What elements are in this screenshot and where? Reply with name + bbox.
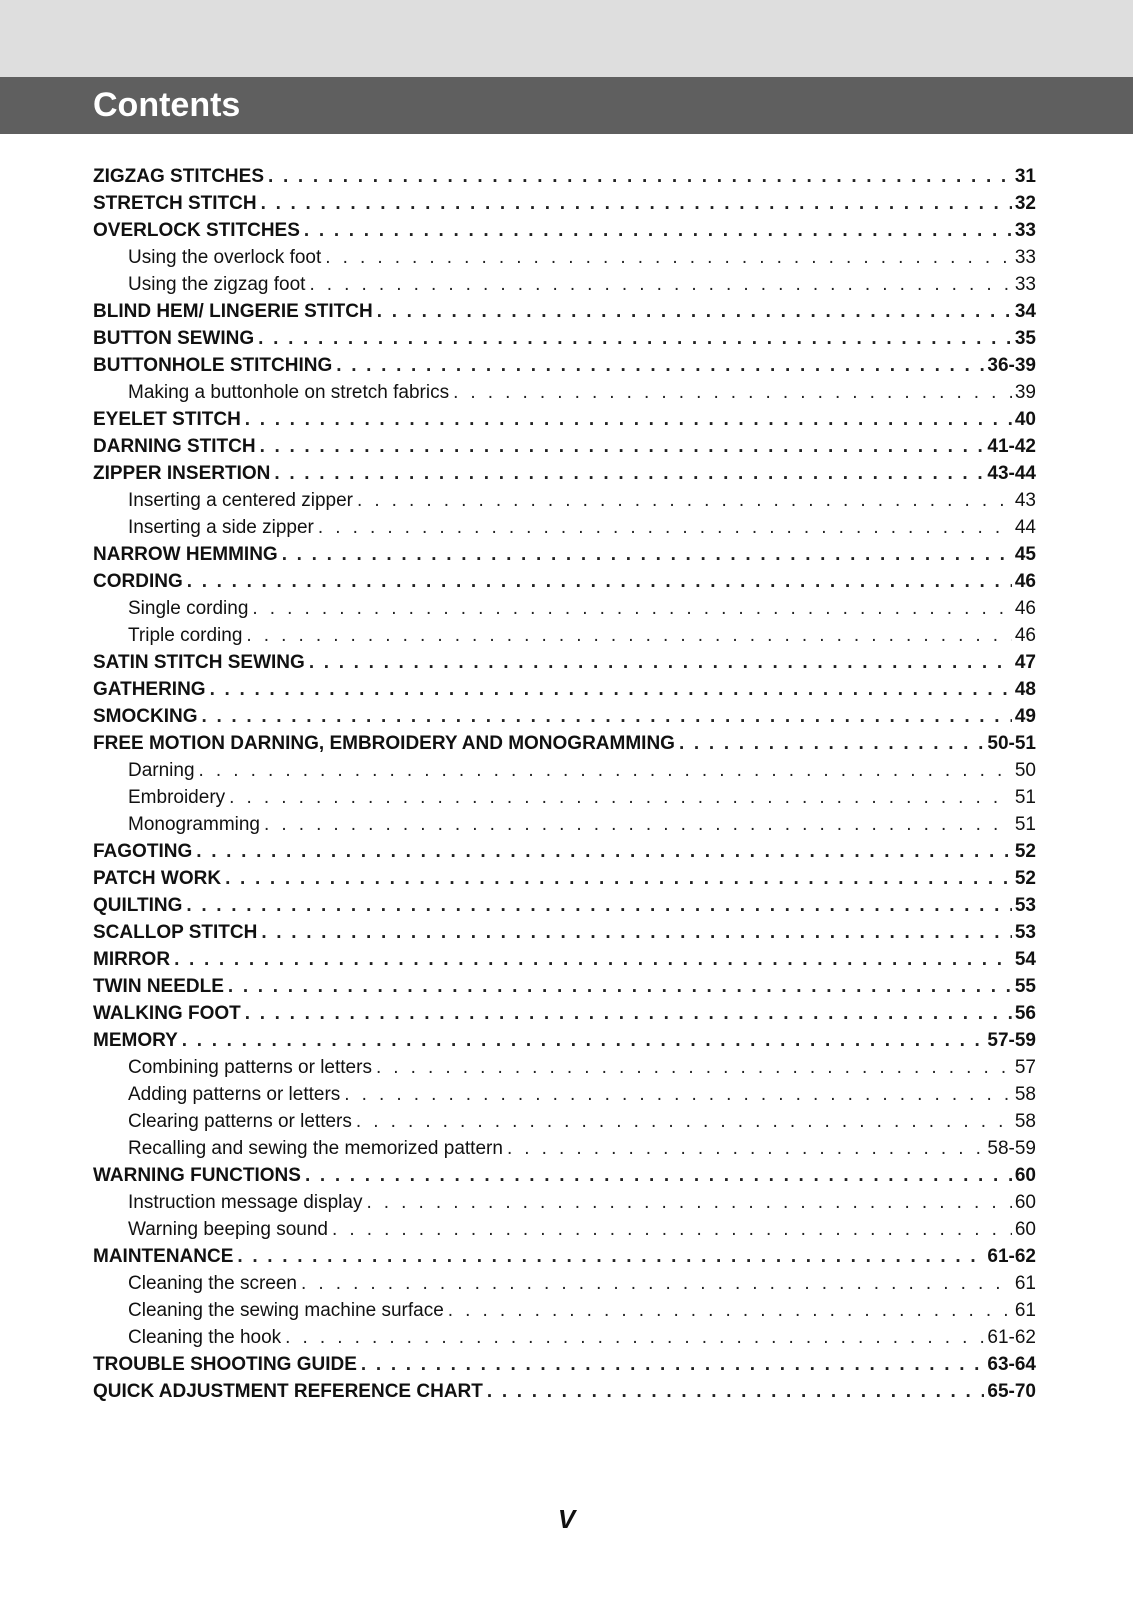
top-band (0, 0, 1133, 77)
toc-entry-title: MIRROR (93, 949, 171, 970)
toc-entry-page: 60 (1014, 1219, 1036, 1240)
toc-subentry (93, 811, 1036, 838)
toc-entry-title: BUTTONHOLE STITCHING (93, 355, 333, 376)
toc-entry-title: TWIN NEEDLE (93, 976, 224, 997)
toc-entry (93, 946, 1036, 973)
title-bar (0, 77, 1133, 134)
toc-subentry (93, 1135, 1036, 1162)
toc-entry (93, 1351, 1036, 1378)
toc-entry-title: ZIGZAG STITCHES (93, 166, 264, 187)
dot-leader (285, 1324, 984, 1351)
toc-entry-page: 33 (1014, 274, 1036, 295)
toc-entry-title: Combining patterns or letters (128, 1057, 372, 1078)
dot-leader (186, 892, 1012, 919)
toc-entry (93, 1000, 1036, 1027)
toc-subentry (93, 784, 1036, 811)
dot-leader (377, 298, 1012, 325)
dot-leader (376, 1054, 1012, 1081)
dot-leader (332, 1216, 1012, 1243)
dot-leader (229, 784, 1012, 811)
toc-entry-title: TROUBLE SHOOTING GUIDE (93, 1354, 357, 1375)
toc-entry (93, 973, 1036, 1000)
toc-entry-title: CORDING (93, 571, 183, 592)
toc-subentry (93, 379, 1036, 406)
dot-leader (344, 1081, 1012, 1108)
toc-entry-title: Warning beeping sound (128, 1219, 328, 1240)
toc-entry-title: Darning (128, 760, 195, 781)
toc-entry (93, 730, 1036, 757)
dot-leader (237, 1243, 984, 1270)
toc-entry-page: 46 (1014, 598, 1036, 619)
dot-leader (228, 973, 1012, 1000)
toc-entry-title: Embroidery (128, 787, 226, 808)
toc-entry (93, 1243, 1036, 1270)
toc-entry-page: 61 (1014, 1273, 1036, 1294)
toc-entry (93, 1027, 1036, 1054)
dot-leader (325, 244, 1012, 271)
toc-entry-page: 61-62 (987, 1246, 1036, 1267)
toc-entry-title: Single cording (128, 598, 249, 619)
toc-entry-title: SATIN STITCH SEWING (93, 652, 305, 673)
toc-subentry (93, 1081, 1036, 1108)
toc-entry (93, 298, 1036, 325)
toc-subentry (93, 1108, 1036, 1135)
dot-leader (225, 865, 1012, 892)
toc-entry-title: WARNING FUNCTIONS (93, 1165, 301, 1186)
dot-leader (448, 1297, 1012, 1324)
toc-entry-page: 57-59 (987, 1030, 1036, 1051)
dot-leader (336, 352, 984, 379)
toc-entry-page: 53 (1014, 922, 1036, 943)
toc-entry-title: Adding patterns or letters (128, 1084, 341, 1105)
toc-entry (93, 541, 1036, 568)
toc-subentry (93, 1054, 1036, 1081)
toc-entry-page: 47 (1014, 652, 1036, 673)
toc-entry (93, 892, 1036, 919)
toc-entry (93, 676, 1036, 703)
dot-leader (174, 946, 1012, 973)
toc-entry-page: 58 (1014, 1111, 1036, 1132)
toc-entry-page: 51 (1014, 814, 1036, 835)
toc-subentry (93, 1189, 1036, 1216)
toc-entry-title: QUICK ADJUSTMENT REFERENCE CHART (93, 1381, 483, 1402)
toc-entry-title: SCALLOP STITCH (93, 922, 258, 943)
dot-leader (258, 325, 1012, 352)
toc-entry-page: 52 (1014, 841, 1036, 862)
dot-leader (261, 919, 1012, 946)
toc-entry-title: BUTTON SEWING (93, 328, 255, 349)
toc-subentry (93, 1216, 1036, 1243)
dot-leader (679, 730, 984, 757)
toc-entry (93, 460, 1036, 487)
toc-entry-page: 65-70 (987, 1381, 1036, 1402)
dot-leader (453, 379, 1012, 406)
toc-subentry (93, 1324, 1036, 1351)
toc-entry-page: 35 (1014, 328, 1036, 349)
toc-entry-page: 63-64 (987, 1354, 1036, 1375)
toc-entry-title: DARNING STITCH (93, 436, 256, 457)
toc-entry (93, 865, 1036, 892)
toc-entry (93, 406, 1036, 433)
toc-entry-page: 45 (1014, 544, 1036, 565)
dot-leader (361, 1351, 984, 1378)
toc-entry-title: Making a buttonhole on stretch fabrics (128, 382, 450, 403)
toc-entry-page: 51 (1014, 787, 1036, 808)
toc-entry-title: Cleaning the hook (128, 1327, 282, 1348)
toc-entry-page: 49 (1014, 706, 1036, 727)
toc-entry-title: Using the overlock foot (128, 247, 322, 268)
toc-entry-page: 39 (1014, 382, 1036, 403)
dot-leader (487, 1378, 985, 1405)
toc-entry (93, 703, 1036, 730)
toc-entry-title: WALKING FOOT (93, 1003, 241, 1024)
toc-entry-page: 48 (1014, 679, 1036, 700)
toc-entry-title: Inserting a side zipper (128, 517, 314, 538)
dot-leader (309, 271, 1011, 298)
toc-entry-title: Recalling and sewing the memorized pattern (128, 1138, 503, 1159)
toc-entry (93, 919, 1036, 946)
toc-entry-page: 33 (1014, 247, 1036, 268)
toc-entry-page: 60 (1014, 1165, 1036, 1186)
toc-entry-title: Monogramming (128, 814, 260, 835)
toc-entry (93, 649, 1036, 676)
toc-subentry (93, 595, 1036, 622)
dot-leader (187, 568, 1012, 595)
toc-entry-title: FAGOTING (93, 841, 193, 862)
toc-entry-page: 32 (1014, 193, 1036, 214)
dot-leader (210, 676, 1012, 703)
toc-entry (93, 433, 1036, 460)
toc-entry-page: 60 (1014, 1192, 1036, 1213)
dot-leader (309, 649, 1012, 676)
toc-entry-page: 61-62 (987, 1327, 1036, 1348)
toc-entry-title: ZIPPER INSERTION (93, 463, 271, 484)
table-of-contents (93, 163, 1036, 1405)
toc-entry-page: 44 (1014, 517, 1036, 538)
toc-entry (93, 190, 1036, 217)
toc-entry-page: 36-39 (987, 355, 1036, 376)
toc-entry-page: 61 (1014, 1300, 1036, 1321)
dot-leader (304, 217, 1012, 244)
dot-leader (245, 406, 1012, 433)
toc-entry-title: QUILTING (93, 895, 183, 916)
toc-entry-page: 58 (1014, 1084, 1036, 1105)
toc-entry-page: 33 (1014, 220, 1036, 241)
toc-entry (93, 1378, 1036, 1405)
toc-entry-title: Cleaning the sewing machine surface (128, 1300, 444, 1321)
toc-entry-page: 46 (1014, 625, 1036, 646)
toc-entry-title: Using the zigzag foot (128, 274, 306, 295)
toc-entry-page: 52 (1014, 868, 1036, 889)
toc-subentry (93, 244, 1036, 271)
toc-entry-page: 41-42 (987, 436, 1036, 457)
toc-entry (93, 217, 1036, 244)
toc-entry-page: 58-59 (987, 1138, 1036, 1159)
toc-entry-title: Clearing patterns or letters (128, 1111, 352, 1132)
toc-entry-title: STRETCH STITCH (93, 193, 257, 214)
toc-entry-page: 53 (1014, 895, 1036, 916)
dot-leader (357, 487, 1012, 514)
toc-entry-page: 50 (1014, 760, 1036, 781)
dot-leader (260, 433, 985, 460)
toc-entry-page: 46 (1014, 571, 1036, 592)
toc-entry-title: MEMORY (93, 1030, 178, 1051)
dot-leader (366, 1189, 1011, 1216)
toc-entry-title: BLIND HEM/ LINGERIE STITCH (93, 301, 373, 322)
toc-entry (93, 1162, 1036, 1189)
toc-entry-title: Cleaning the screen (128, 1273, 297, 1294)
toc-entry-page: 54 (1014, 949, 1036, 970)
toc-entry-page: 40 (1014, 409, 1036, 430)
toc-entry-title: Inserting a centered zipper (128, 490, 353, 511)
page-title: Contents (93, 86, 241, 124)
toc-subentry (93, 271, 1036, 298)
toc-entry-title: EYELET STITCH (93, 409, 241, 430)
toc-entry-title: MAINTENANCE (93, 1246, 234, 1267)
dot-leader (264, 811, 1012, 838)
toc-subentry (93, 757, 1036, 784)
toc-entry (93, 325, 1036, 352)
toc-entry-page: 34 (1014, 301, 1036, 322)
toc-entry (93, 352, 1036, 379)
dot-leader (182, 1027, 985, 1054)
dot-leader (356, 1108, 1012, 1135)
toc-entry-title: NARROW HEMMING (93, 544, 278, 565)
toc-entry (93, 568, 1036, 595)
toc-entry-page: 55 (1014, 976, 1036, 997)
dot-leader (301, 1270, 1012, 1297)
toc-subentry (93, 622, 1036, 649)
dot-leader (507, 1135, 984, 1162)
toc-subentry (93, 487, 1036, 514)
dot-leader (261, 190, 1012, 217)
toc-entry-title: FREE MOTION DARNING, EMBROIDERY AND MONOGRAMMING (93, 733, 675, 754)
toc-subentry (93, 514, 1036, 541)
dot-leader (246, 622, 1011, 649)
toc-entry-page: 43 (1014, 490, 1036, 511)
toc-entry-page: 57 (1014, 1057, 1036, 1078)
toc-entry-page: 50-51 (987, 733, 1036, 754)
toc-entry-title: Triple cording (128, 625, 243, 646)
toc-entry-title: OVERLOCK STITCHES (93, 220, 300, 241)
dot-leader (245, 1000, 1012, 1027)
dot-leader (202, 703, 1012, 730)
toc-entry-title: SMOCKING (93, 706, 198, 727)
dot-leader (252, 595, 1011, 622)
dot-leader (318, 514, 1012, 541)
dot-leader (268, 163, 1012, 190)
dot-leader (305, 1162, 1012, 1189)
toc-subentry (93, 1270, 1036, 1297)
toc-entry-title: PATCH WORK (93, 868, 222, 889)
toc-entry (93, 163, 1036, 190)
toc-entry-title: Instruction message display (128, 1192, 363, 1213)
toc-entry-page: 56 (1014, 1003, 1036, 1024)
dot-leader (196, 838, 1012, 865)
toc-entry-page: 43-44 (987, 463, 1036, 484)
toc-entry-title: GATHERING (93, 679, 206, 700)
dot-leader (199, 757, 1012, 784)
dot-leader (282, 541, 1012, 568)
page-number: V (557, 1504, 576, 1534)
toc-subentry (93, 1297, 1036, 1324)
toc-entry-page: 31 (1014, 166, 1036, 187)
dot-leader (274, 460, 984, 487)
toc-entry (93, 838, 1036, 865)
